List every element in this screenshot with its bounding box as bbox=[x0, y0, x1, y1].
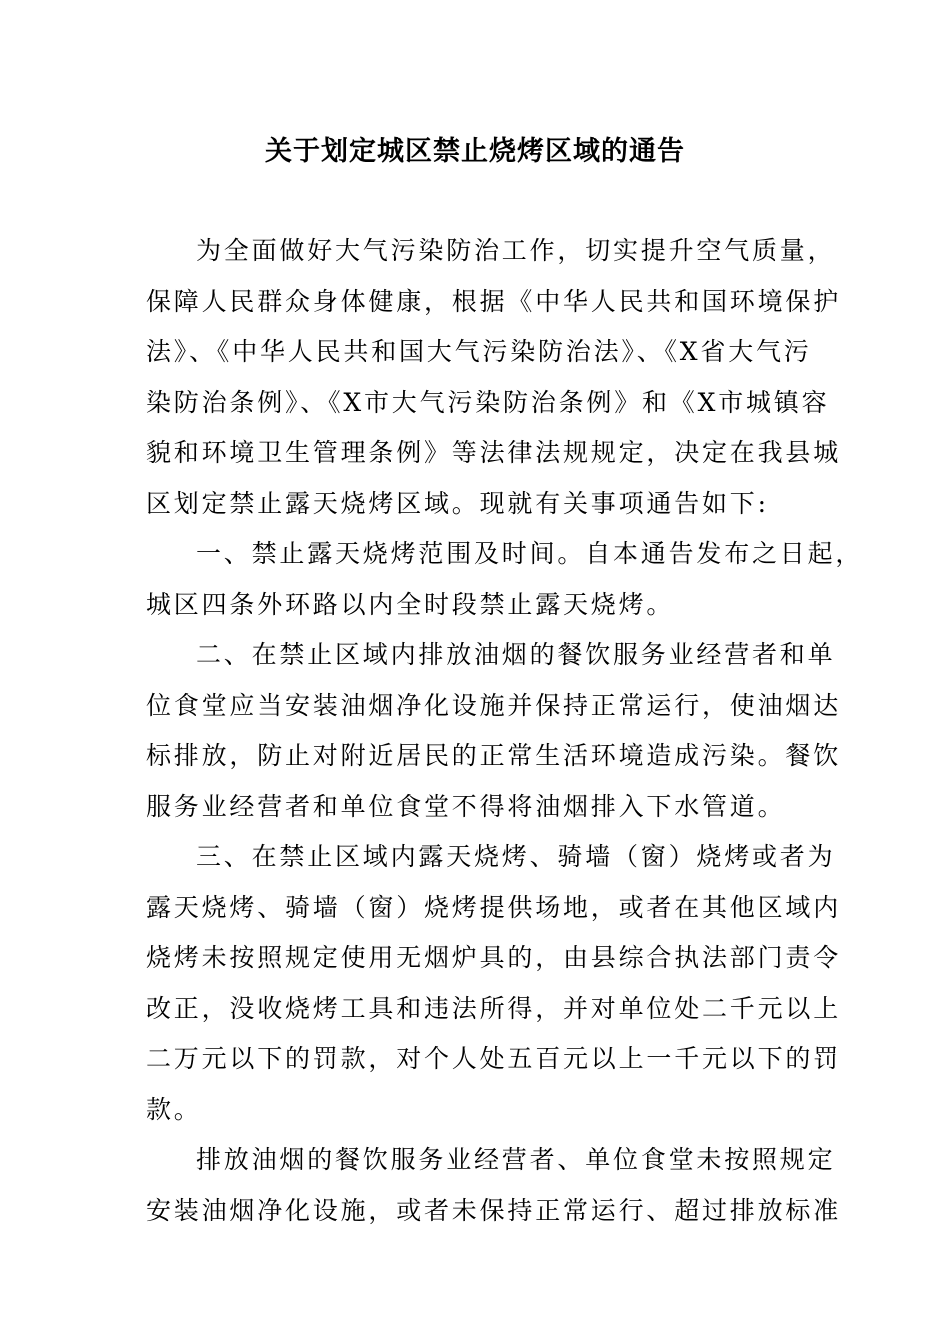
paragraph-line: 款。 bbox=[146, 1094, 202, 1124]
paragraph-line: 标排放，防止对附近居民的正常生活环境造成污染。餐饮 bbox=[146, 741, 842, 770]
document-body bbox=[146, 226, 864, 1236]
paragraph-line: 二、在禁止区域内排放油烟的餐饮服务业经营者和单 bbox=[196, 640, 836, 669]
paragraph-line: 貌和环境卫生管理条例》等法律法规规定，决定在我县城 bbox=[146, 438, 842, 467]
paragraph-line: 一、禁止露天烧烤范围及时间。自本通告发布之日起， bbox=[196, 539, 864, 568]
paragraph-line: 排放油烟的餐饮服务业经营者、单位食堂未按照规定 bbox=[196, 1145, 836, 1174]
paragraph-line: 三、在禁止区域内露天烧烤、骑墙（窗）烧烤或者为 bbox=[196, 842, 836, 871]
paragraph-line: 染防治条例》、《X市大气污染防治条例》和《X市城镇容 bbox=[146, 387, 830, 417]
paragraph-line: 二万元以下的罚款，对个人处五百元以上一千元以下的罚 bbox=[146, 1044, 842, 1073]
paragraph-line: 改正，没收烧烤工具和违法所得，并对单位处二千元以上 bbox=[146, 993, 842, 1023]
document-title: 关于划定城区禁止烧烤区域的通告 bbox=[265, 136, 685, 167]
paragraph-line: 法》、《中华人民共和国大气污染防治法》、《X省大气污 bbox=[146, 337, 812, 366]
paragraph-line: 保障人民群众身体健康，根据《中华人民共和国环境保护 bbox=[146, 286, 842, 316]
paragraph-line: 露天烧烤、骑墙（窗）烧烤提供场地，或者在其他区域内 bbox=[146, 892, 842, 922]
paragraph-line: 烧烤未按照规定使用无烟炉具的，由县综合执法部门责令 bbox=[146, 943, 842, 972]
paragraph-line: 安装油烟净化设施，或者未保持正常运行、超过排放标准 bbox=[146, 1195, 842, 1225]
paragraph-line: 城区四条外环路以内全时段禁止露天烧烤。 bbox=[146, 589, 675, 619]
paragraph-line: 服务业经营者和单位食堂不得将油烟排入下水管道。 bbox=[146, 791, 786, 821]
paragraph-line: 位食堂应当安装油烟净化设施并保持正常运行，使油烟达 bbox=[146, 690, 842, 720]
paragraph-line: 为全面做好大气污染防治工作，切实提升空气质量， bbox=[196, 236, 836, 265]
paragraph-line: 区划定禁止露天烧烤区域。现就有关事项通告如下: bbox=[146, 488, 769, 518]
